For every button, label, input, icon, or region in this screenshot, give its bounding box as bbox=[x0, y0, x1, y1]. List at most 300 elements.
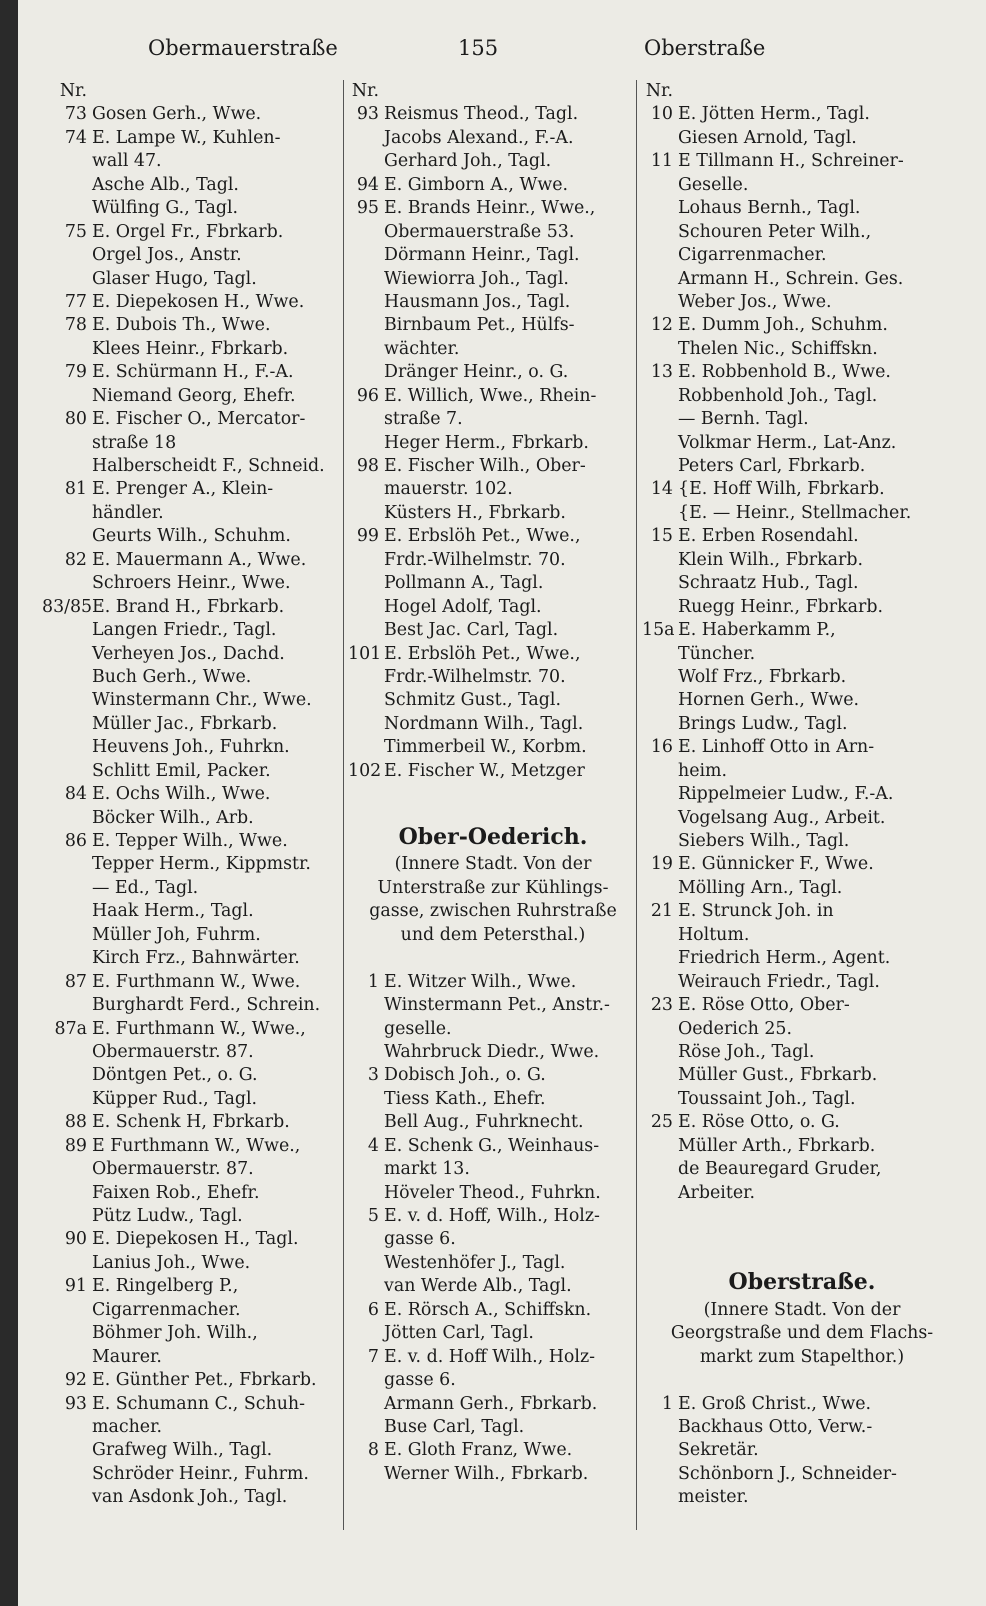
description-line: Georgstraße und dem Flachs- bbox=[670, 1323, 934, 1344]
list-item bbox=[642, 619, 962, 642]
house-number: 14 bbox=[650, 479, 673, 500]
entry-text: Verheyen Jos., Dachd. bbox=[92, 643, 285, 664]
list-item bbox=[642, 385, 962, 408]
list-item bbox=[642, 572, 962, 595]
list-item bbox=[42, 127, 342, 150]
house-number: 102 bbox=[348, 760, 382, 781]
list-item bbox=[642, 713, 962, 736]
list-item bbox=[348, 1158, 638, 1181]
column-middle bbox=[348, 80, 638, 1486]
list-item bbox=[348, 1299, 638, 1322]
list-item bbox=[348, 314, 638, 337]
list-item bbox=[642, 408, 962, 431]
entry-text: E. Robbenhold B., Wwe. bbox=[678, 362, 891, 383]
entry-text: Wahrbruck Diedr., Wwe. bbox=[384, 1041, 600, 1062]
list-item bbox=[348, 1064, 638, 1087]
list-item bbox=[642, 103, 962, 126]
entry-text: E. Groß Christ., Wwe. bbox=[678, 1393, 872, 1414]
list-item bbox=[42, 853, 342, 876]
list-item bbox=[42, 1041, 342, 1064]
list-item bbox=[348, 1275, 638, 1298]
list-item bbox=[348, 361, 638, 384]
list-item bbox=[348, 1228, 638, 1251]
description-line: (Innere Stadt. Von der bbox=[394, 854, 592, 875]
house-number: 79 bbox=[64, 362, 87, 383]
house-number: 94 bbox=[356, 174, 379, 195]
description-line: Unterstraße zur Kühlings- bbox=[377, 877, 609, 898]
list-item bbox=[642, 361, 962, 384]
list-item bbox=[348, 1393, 638, 1416]
entry-text: E. Orgel Fr., Fbrkarb. bbox=[92, 221, 284, 242]
entry-text: Siebers Wilh., Tagl. bbox=[678, 831, 850, 851]
house-number: 91 bbox=[64, 1276, 87, 1297]
entry-text: Schröder Heinr., Fuhrm. bbox=[92, 1463, 309, 1484]
house-number: 101 bbox=[348, 643, 382, 664]
list-item bbox=[42, 1275, 342, 1298]
house-number: Nr. bbox=[59, 81, 87, 101]
entry-text: E Tillmann H., Schreiner- bbox=[678, 151, 904, 172]
entry-text: Thelen Nic., Schiffskn. bbox=[678, 338, 878, 359]
entry-text: Mölling Arn., Tagl. bbox=[678, 877, 843, 898]
entry-text: Glaser Hugo, Tagl. bbox=[92, 268, 257, 289]
list-item bbox=[42, 596, 342, 619]
house-number: 87a bbox=[54, 1018, 87, 1039]
house-number: 77 bbox=[64, 291, 87, 312]
entry-text: Friedrich Herm., Agent. bbox=[678, 948, 891, 969]
house-number: 92 bbox=[64, 1370, 87, 1391]
entry-text: Weber Jos., Wwe. bbox=[678, 291, 832, 312]
list-item bbox=[348, 221, 638, 244]
list-item bbox=[642, 1182, 962, 1205]
list-item bbox=[42, 1486, 342, 1509]
section-heading: Ober-Oederich. bbox=[398, 823, 588, 850]
list-item bbox=[642, 1463, 962, 1486]
list-item bbox=[348, 174, 638, 197]
entry-text: Holtum. bbox=[678, 924, 750, 945]
house-number: 90 bbox=[64, 1229, 87, 1250]
list-item bbox=[642, 1135, 962, 1158]
section-description bbox=[348, 853, 638, 947]
list-item bbox=[348, 1041, 638, 1064]
entry-text: {E. Hoff Wilh, Fbrkarb. bbox=[678, 479, 885, 500]
entry-text: Küsters H., Fbrkarb. bbox=[384, 502, 566, 523]
entry-text: E. Fischer Wilh., Ober- bbox=[384, 456, 586, 476]
entry-text: Müller Jac., Fbrkarb. bbox=[92, 713, 278, 734]
entry-text: E. Erbslöh Pet., Wwe., bbox=[384, 526, 581, 547]
list-item bbox=[642, 853, 962, 876]
list-item bbox=[42, 1018, 342, 1041]
list-item bbox=[642, 1111, 962, 1134]
entry-text: E. Günnicker F., Wwe. bbox=[678, 854, 874, 875]
list-item bbox=[42, 291, 342, 314]
list-item bbox=[348, 432, 638, 455]
entry-text: E. Erbslöh Pet., Wwe., bbox=[384, 643, 581, 664]
entry-text: van Werde Alb., Tagl. bbox=[384, 1276, 572, 1297]
list-item bbox=[42, 713, 342, 736]
entry-text: E. Schenk G., Weinhaus- bbox=[384, 1135, 600, 1156]
list-item bbox=[642, 900, 962, 923]
list-item bbox=[642, 877, 962, 900]
entry-text: de Beauregard Gruder, bbox=[678, 1159, 882, 1180]
list-item bbox=[348, 338, 638, 361]
entry-text: Dörmann Heinr., Tagl. bbox=[384, 245, 580, 266]
list-item bbox=[642, 244, 962, 267]
house-number: 13 bbox=[650, 362, 673, 383]
entry-text: macher. bbox=[92, 1416, 163, 1437]
house-number: 89 bbox=[64, 1135, 87, 1156]
entry-text: Müller Gust., Fbrkarb. bbox=[678, 1065, 878, 1086]
list-item bbox=[348, 1111, 638, 1134]
list-item bbox=[42, 877, 342, 900]
list-item bbox=[348, 596, 638, 619]
entry-text: händler. bbox=[92, 502, 164, 523]
house-number: 12 bbox=[650, 315, 673, 336]
list-item bbox=[42, 549, 342, 572]
entry-text: E. Dumm Joh., Schuhm. bbox=[678, 315, 888, 336]
entry-text: {E. — Heinr., Stellmacher. bbox=[678, 502, 912, 523]
entry-text: Tepper Herm., Kippmstr. bbox=[92, 854, 311, 875]
entry-text: Ruegg Heinr., Fbrkarb. bbox=[678, 596, 883, 617]
entry-text: E. Strunck Joh. in bbox=[678, 901, 834, 922]
list-item bbox=[348, 549, 638, 572]
entry-text: Schraatz Hub., Tagl. bbox=[678, 573, 859, 594]
entry-text: Böhmer Joh. Wilh., bbox=[92, 1323, 258, 1344]
entry-text: Asche Alb., Tagl. bbox=[92, 174, 239, 195]
list-item bbox=[642, 268, 962, 291]
entry-text: E. Diepekosen H., Tagl. bbox=[92, 1229, 299, 1250]
house-number: 95 bbox=[356, 198, 379, 219]
list-item bbox=[642, 432, 962, 455]
page-number: 155 bbox=[458, 36, 499, 60]
list-item bbox=[642, 1393, 962, 1416]
house-number: 88 bbox=[64, 1112, 87, 1133]
entry-text: Tiess Kath., Ehefr. bbox=[384, 1088, 546, 1109]
house-number: 19 bbox=[650, 854, 673, 875]
house-number: 1 bbox=[367, 971, 379, 992]
list-item bbox=[642, 1439, 962, 1462]
list-item bbox=[642, 314, 962, 337]
house-number: 11 bbox=[650, 151, 673, 172]
list-item bbox=[642, 666, 962, 689]
house-number: 21 bbox=[650, 901, 673, 922]
list-item bbox=[348, 291, 638, 314]
list-item bbox=[42, 197, 342, 220]
list-item bbox=[642, 174, 962, 197]
list-item bbox=[348, 478, 638, 501]
list-item bbox=[642, 736, 962, 759]
list-item bbox=[642, 502, 962, 525]
entry-text: Oederich 25. bbox=[678, 1018, 792, 1039]
list-item bbox=[348, 760, 638, 783]
list-item bbox=[348, 1088, 638, 1111]
list-item bbox=[642, 1416, 962, 1439]
entry-text: Faixen Rob., Ehefr. bbox=[92, 1182, 260, 1203]
entry-text: straße 18 bbox=[92, 432, 177, 453]
list-item bbox=[642, 150, 962, 173]
house-number: 93 bbox=[356, 104, 379, 125]
entry-text: E. Furthmann W., Wwe., bbox=[92, 1018, 306, 1039]
entry-text: Sekretär. bbox=[678, 1440, 759, 1461]
list-item bbox=[348, 1252, 638, 1275]
list-item bbox=[42, 1439, 342, 1462]
list-item bbox=[348, 713, 638, 736]
list-item bbox=[642, 971, 962, 994]
entry-text: mauerstr. 102. bbox=[384, 479, 513, 500]
entry-text: E. Schenk H, Fbrkarb. bbox=[92, 1112, 290, 1133]
list-item bbox=[642, 525, 962, 548]
list-item bbox=[348, 1018, 638, 1041]
entry-text: Lohaus Bernh., Tagl. bbox=[678, 198, 861, 219]
list-item bbox=[42, 994, 342, 1017]
list-item bbox=[42, 150, 342, 173]
entry-text: E. Furthmann W., Wwe. bbox=[92, 971, 301, 992]
house-number: 5 bbox=[367, 1206, 379, 1227]
entry-text: Burghardt Ferd., Schrein. bbox=[92, 995, 321, 1016]
entry-text: Nordmann Wilh., Tagl. bbox=[384, 713, 584, 734]
entry-text: E. Prenger A., Klein- bbox=[92, 479, 274, 500]
section-heading: Oberstraße. bbox=[728, 1268, 876, 1295]
list-item bbox=[642, 221, 962, 244]
list-item bbox=[348, 1322, 638, 1345]
list-item bbox=[642, 783, 962, 806]
list-item bbox=[42, 244, 342, 267]
entry-text: Hausmann Jos., Tagl. bbox=[384, 291, 571, 312]
entry-text: — Ed., Tagl. bbox=[92, 877, 199, 898]
entry-text: Toussaint Joh., Tagl. bbox=[678, 1088, 856, 1109]
house-number: 23 bbox=[650, 995, 673, 1016]
list-item bbox=[42, 807, 342, 830]
house-number: 84 bbox=[64, 784, 87, 805]
list-item bbox=[642, 338, 962, 361]
list-item bbox=[42, 1299, 342, 1322]
entry-text: E. Schürmann H., F.-A. bbox=[92, 362, 294, 383]
list-item bbox=[642, 478, 962, 501]
list-item bbox=[642, 549, 962, 572]
column-right bbox=[642, 80, 962, 1510]
entry-text: E. v. d. Hoff Wilh., Holz- bbox=[384, 1346, 595, 1367]
list-item bbox=[348, 1182, 638, 1205]
entry-text: Weirauch Friedr., Tagl. bbox=[678, 971, 880, 992]
list-item bbox=[348, 1346, 638, 1369]
house-number: 16 bbox=[650, 737, 673, 758]
list-item bbox=[642, 80, 962, 103]
list-item bbox=[642, 197, 962, 220]
entry-text: Backhaus Otto, Verw.- bbox=[678, 1416, 873, 1437]
list-item bbox=[642, 1064, 962, 1087]
entry-text: E Furthmann W., Wwe., bbox=[92, 1135, 301, 1156]
list-item bbox=[42, 1205, 342, 1228]
list-item bbox=[42, 268, 342, 291]
entry-text: gasse 6. bbox=[384, 1229, 456, 1250]
list-item bbox=[42, 1252, 342, 1275]
list-item bbox=[642, 643, 962, 666]
house-number: 6 bbox=[367, 1299, 379, 1320]
house-number: 80 bbox=[64, 409, 87, 430]
entry-text: Robbenhold Joh., Tagl. bbox=[678, 385, 878, 406]
entry-text: Orgel Jos., Anstr. bbox=[92, 245, 242, 266]
entry-text: Giesen Arnold, Tagl. bbox=[678, 127, 857, 148]
list-item bbox=[348, 103, 638, 126]
entry-text: E. Rörsch A., Schiffskn. bbox=[384, 1299, 592, 1320]
list-item bbox=[348, 455, 638, 478]
entry-text: Schlitt Emil, Packer. bbox=[92, 760, 271, 781]
list-item bbox=[348, 994, 638, 1017]
entry-text: Gosen Gerh., Wwe. bbox=[92, 104, 262, 125]
entry-text: E. Lampe W., Kuhlen- bbox=[92, 127, 281, 148]
entry-text: Heger Herm., Fbrkarb. bbox=[384, 432, 589, 453]
entry-text: Rippelmeier Ludw., F.-A. bbox=[678, 784, 894, 805]
entry-text: Dränger Heinr., o. G. bbox=[384, 362, 569, 383]
entry-text: Armann Gerh., Fbrkarb. bbox=[384, 1393, 598, 1414]
entry-text: E. Ochs Wilh., Wwe. bbox=[92, 784, 271, 805]
list-item bbox=[348, 197, 638, 220]
list-item bbox=[42, 314, 342, 337]
entry-text: E. Linhoff Otto in Arn- bbox=[678, 737, 875, 758]
list-item bbox=[642, 1018, 962, 1041]
entry-text: straße 7. bbox=[384, 409, 463, 430]
entry-text: Langen Friedr., Tagl. bbox=[92, 620, 277, 641]
entry-text: E. Ringelberg P., bbox=[92, 1276, 239, 1297]
description-line: gasse, zwischen Ruhrstraße bbox=[369, 901, 617, 922]
list-item bbox=[348, 971, 638, 994]
list-item bbox=[348, 736, 638, 759]
entry-text: E. Jötten Herm., Tagl. bbox=[678, 104, 870, 125]
entry-text: Obermauerstraße 53. bbox=[384, 221, 575, 242]
entry-text: Vogelsang Aug., Arbeit. bbox=[678, 807, 886, 828]
entry-text: Schmitz Gust., Tagl. bbox=[384, 690, 562, 711]
entry-text: Wülfing G., Tagl. bbox=[92, 198, 239, 219]
house-number: 98 bbox=[356, 456, 379, 476]
house-number: 3 bbox=[367, 1065, 379, 1086]
list-item bbox=[642, 1088, 962, 1111]
list-item bbox=[348, 689, 638, 712]
entry-text: Schroers Heinr., Wwe. bbox=[92, 573, 291, 594]
entry-text: Böcker Wilh., Arb. bbox=[92, 807, 254, 828]
list-item bbox=[348, 408, 638, 431]
list-item bbox=[42, 947, 342, 970]
list-item bbox=[642, 760, 962, 783]
list-item bbox=[42, 900, 342, 923]
list-item bbox=[348, 572, 638, 595]
entry-text: Dobisch Joh., o. G. bbox=[384, 1065, 546, 1086]
house-number: 83/85 bbox=[42, 596, 93, 617]
entry-text: Winstermann Pet., Anstr.- bbox=[384, 995, 610, 1016]
entry-text: Frdr.-Wilhelmstr. 70. bbox=[384, 666, 566, 687]
list-item bbox=[642, 924, 962, 947]
house-number: 7 bbox=[367, 1346, 379, 1367]
house-number: 25 bbox=[650, 1112, 673, 1133]
list-item bbox=[642, 455, 962, 478]
entry-text: E. Diepekosen H., Wwe. bbox=[92, 291, 305, 312]
column-divider bbox=[343, 80, 344, 1530]
house-number: 93 bbox=[64, 1393, 87, 1414]
description-line: und dem Petersthal.) bbox=[400, 924, 586, 945]
list-item bbox=[42, 643, 342, 666]
entry-text: Buse Carl, Tagl. bbox=[384, 1416, 525, 1437]
entry-text: E. Gloth Franz, Wwe. bbox=[384, 1440, 573, 1461]
entry-text: van Asdonk Joh., Tagl. bbox=[92, 1487, 288, 1508]
list-item bbox=[42, 1182, 342, 1205]
entry-text: Reismus Theod., Tagl. bbox=[384, 104, 579, 125]
entry-text: E. Haberkamm P., bbox=[678, 620, 836, 641]
house-number: 15 bbox=[650, 526, 673, 547]
entry-text: wall 47. bbox=[92, 151, 162, 172]
entry-text: E. Röse Otto, o. G. bbox=[678, 1112, 840, 1133]
entry-text: E. Witzer Wilh., Wwe. bbox=[384, 971, 577, 992]
list-item bbox=[42, 1228, 342, 1251]
entry-text: Schouren Peter Wilh., bbox=[678, 221, 872, 242]
entry-text: E. Fischer O., Mercator- bbox=[92, 409, 306, 430]
entry-text: Winstermann Chr., Wwe. bbox=[92, 690, 312, 711]
entry-text: Jacobs Alexand., F.-A. bbox=[384, 127, 574, 148]
list-item bbox=[348, 1205, 638, 1228]
list-item bbox=[642, 807, 962, 830]
entry-text: Birnbaum Pet., Hülfs- bbox=[384, 315, 575, 336]
entry-text: Grafweg Wilh., Tagl. bbox=[92, 1440, 273, 1461]
list-item bbox=[42, 1064, 342, 1087]
list-item bbox=[42, 478, 342, 501]
house-number: 73 bbox=[64, 104, 87, 125]
header-right-street: Oberstraße bbox=[644, 36, 766, 60]
list-item bbox=[42, 1463, 342, 1486]
entry-text: Schönborn J., Schneider- bbox=[678, 1463, 897, 1484]
list-item bbox=[42, 385, 342, 408]
entry-text: Brings Ludw., Tagl. bbox=[678, 713, 848, 734]
list-item bbox=[642, 291, 962, 314]
list-item bbox=[642, 994, 962, 1017]
entry-text: wächter. bbox=[384, 338, 460, 359]
list-item bbox=[348, 1369, 638, 1392]
house-number: 96 bbox=[356, 385, 379, 406]
entry-text: Cigarrenmacher. bbox=[92, 1299, 241, 1320]
list-item bbox=[42, 361, 342, 384]
entry-text: — Bernh. Tagl. bbox=[678, 409, 809, 430]
list-item bbox=[348, 619, 638, 642]
list-item bbox=[42, 1322, 342, 1345]
description-line: markt zum Stapelthor.) bbox=[699, 1346, 905, 1367]
list-item bbox=[42, 830, 342, 853]
entry-text: Hornen Gerh., Wwe. bbox=[678, 690, 860, 711]
house-number: Nr. bbox=[351, 81, 379, 101]
column-left bbox=[42, 80, 342, 1510]
list-item bbox=[42, 689, 342, 712]
list-item bbox=[642, 947, 962, 970]
entry-text: E. Dubois Th., Wwe. bbox=[92, 315, 271, 336]
list-item bbox=[42, 455, 342, 478]
list-item bbox=[42, 666, 342, 689]
entry-text: Klees Heinr., Fbrkarb. bbox=[92, 338, 289, 359]
entry-text: meister. bbox=[678, 1487, 749, 1508]
list-item bbox=[348, 1135, 638, 1158]
house-number: 86 bbox=[64, 831, 87, 851]
entry-text: Halberscheidt F., Schneid. bbox=[92, 456, 325, 476]
list-item bbox=[348, 1439, 638, 1462]
list-item bbox=[42, 103, 342, 126]
list-item bbox=[348, 150, 638, 173]
entry-text: Timmerbeil W., Korbm. bbox=[384, 737, 587, 758]
house-number: 82 bbox=[64, 549, 87, 570]
entry-text: Niemand Georg, Ehefr. bbox=[92, 385, 296, 406]
list-item bbox=[348, 666, 638, 689]
entry-text: Obermauerstr. 87. bbox=[92, 1041, 254, 1062]
list-item bbox=[348, 1463, 638, 1486]
directory-page bbox=[18, 0, 986, 1606]
entry-text: E. Mauermann A., Wwe. bbox=[92, 549, 307, 570]
list-item bbox=[348, 127, 638, 150]
entry-text: Armann H., Schrein. Ges. bbox=[678, 268, 904, 289]
entry-text: Wiewiorra Joh., Tagl. bbox=[384, 268, 569, 289]
house-number: 15a bbox=[642, 620, 675, 641]
